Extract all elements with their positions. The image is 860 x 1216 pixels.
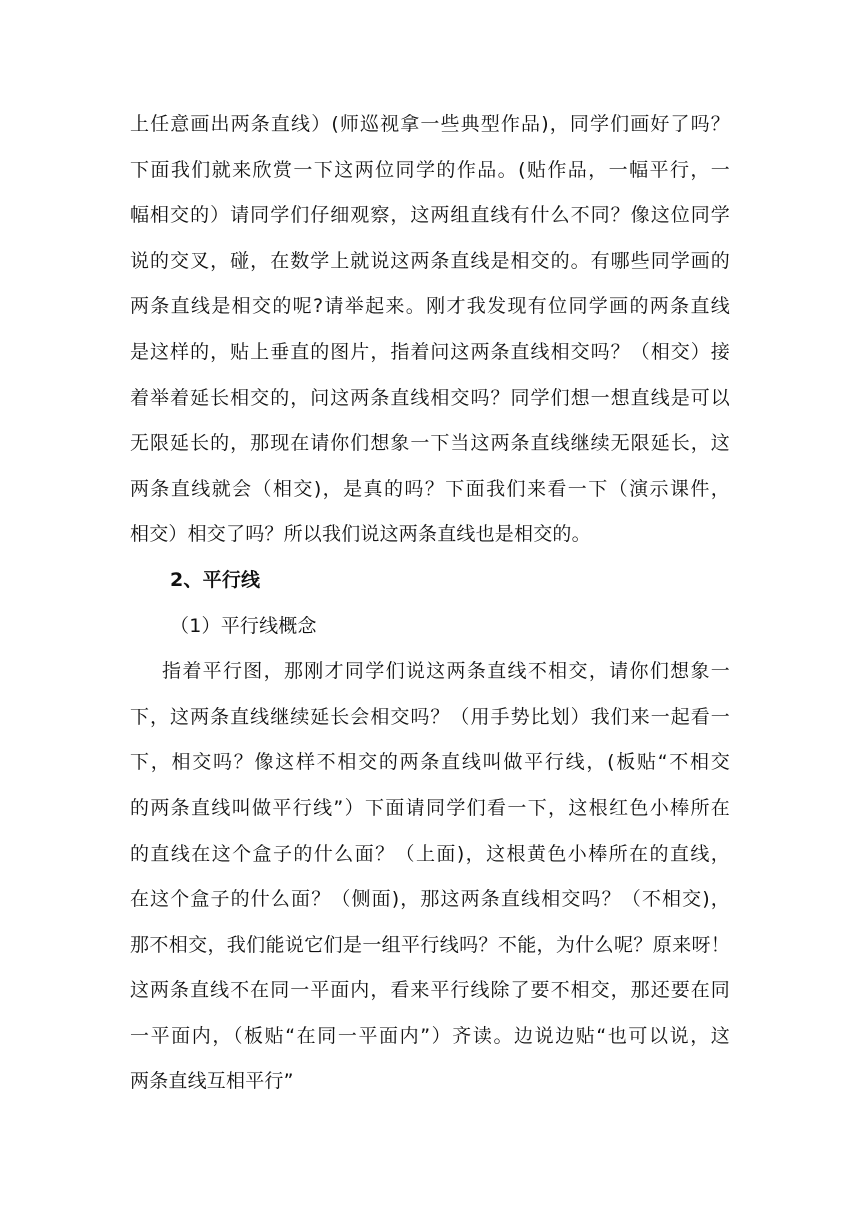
paragraph-line: 上任意画出两条直线）(师巡视拿一些典型作品)，同学们画好了吗？ bbox=[130, 113, 730, 135]
document-page bbox=[130, 102, 730, 1105]
paragraph-line: 相交）相交了吗？所以我们说这两条直线也是相交的。 bbox=[130, 523, 591, 546]
paragraph-line: 下，相交吗？像这样不相交的两条直线叫做平行线，(板贴“不相交 bbox=[130, 751, 730, 774]
paragraph-line: 下，这两条直线继续延长会相交吗？（用手势比划）我们来一起看一 bbox=[130, 705, 730, 728]
subsection-heading: （1）平行线概念 bbox=[170, 614, 317, 637]
paragraph-line: 在这个盒子的什么面？（侧面)，那这两条直线相交吗？（不相交)， bbox=[130, 888, 730, 911]
paragraph-line: 下面我们就来欣赏一下这两位同学的作品。(贴作品，一幅平行，一 bbox=[130, 158, 730, 181]
paragraph-line: 这两条直线不在同一平面内，看来平行线除了要不相交，那还要在同 bbox=[130, 979, 730, 1002]
paragraph-line: 两条直线是相交的呢?请举起来。刚才我发现有位同学画的两条直线 bbox=[130, 295, 730, 318]
paragraph-line: 两条直线互相平行” bbox=[130, 1070, 294, 1093]
paragraph-line: 着举着延长相交的，问这两条直线相交吗？同学们想一想直线是可以 bbox=[130, 386, 730, 409]
paragraph-line: 幅相交的）请同学们仔细观察，这两组直线有什么不同？像这位同学 bbox=[130, 204, 730, 227]
paragraph-line: 一平面内，（板贴“在同一平面内”）齐读。边说边贴“也可以说，这 bbox=[130, 1024, 730, 1047]
paragraph-line: 的直线在这个盒子的什么面？（上面)，这根黄色小棒所在的直线， bbox=[130, 842, 730, 865]
paragraph-line: 的两条直线叫做平行线”）下面请同学们看一下，这根红色小棒所在 bbox=[130, 796, 730, 819]
paragraph-line: 无限延长的，那现在请你们想象一下当这两条直线继续无限延长，这 bbox=[130, 432, 730, 455]
paragraph-line: 那不相交，我们能说它们是一组平行线吗？不能，为什么呢？原来呀！ bbox=[130, 933, 730, 956]
paragraph-line: 说的交叉，碰，在数学上就说这两条直线是相交的。有哪些同学画的 bbox=[130, 249, 730, 272]
paragraph-line: 两条直线就会（相交)，是真的吗？下面我们来看一下（演示课件， bbox=[130, 477, 730, 500]
paragraph-line: 是这样的，贴上垂直的图片，指着问这两条直线相交吗？（相交）接 bbox=[130, 340, 730, 363]
paragraph-line: 指着平行图，那刚才同学们说这两条直线不相交，请你们想象一 bbox=[162, 660, 730, 683]
section-heading: 2、平行线 bbox=[170, 568, 261, 591]
